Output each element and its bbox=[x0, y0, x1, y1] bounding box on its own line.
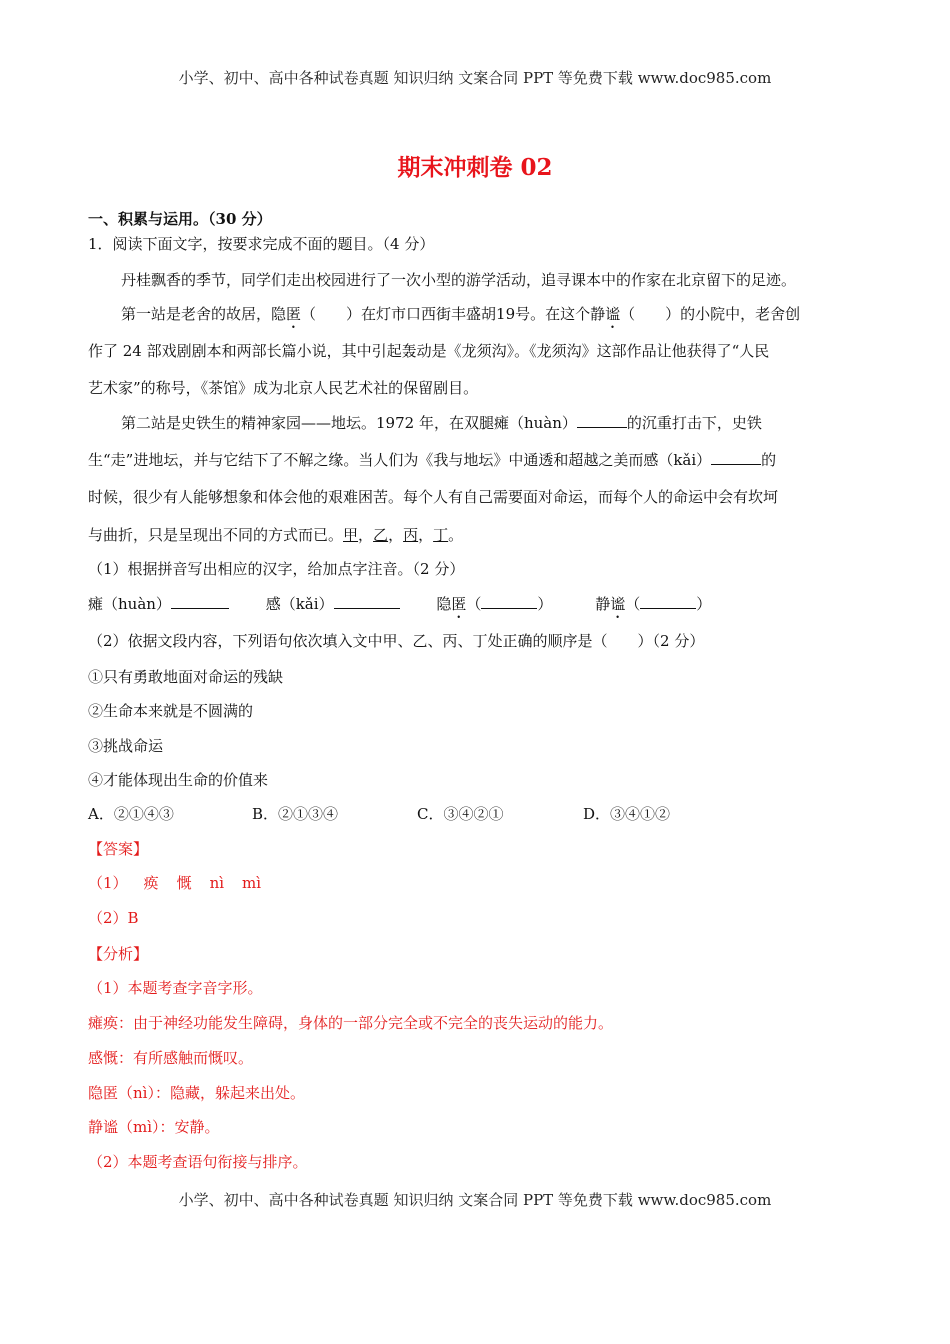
option-2: ②生命本来就是不圆满的 bbox=[88, 702, 254, 720]
sub-question-2: （2）依据文段内容，下列语句依次填入文中甲、乙、丙、丁处正确的顺序是（ ）（2 分） bbox=[88, 632, 705, 650]
analysis-line: 静谧（mì）：安静。 bbox=[88, 1118, 220, 1136]
mark-ding: 丁 bbox=[433, 526, 449, 544]
passage-line bbox=[121, 413, 762, 433]
mark-bing: 丙 bbox=[403, 526, 419, 544]
option-4: ④才能体现出生命的价值来 bbox=[88, 771, 269, 789]
fill-blank[interactable] bbox=[711, 450, 761, 465]
passage-line bbox=[88, 450, 776, 470]
answer-label: 【答案】 bbox=[88, 840, 149, 858]
page-title: 期末冲刺卷 02 bbox=[397, 154, 553, 181]
passage-line: 时候，很少有人能够想象和体会他的艰难困苦。每个人有自己需要面对命运，而每个人的命运中会有坎坷 bbox=[88, 488, 779, 506]
text: （ ）的小院中，老舍创 bbox=[620, 305, 801, 323]
choice-d: D．③④①② bbox=[583, 805, 671, 823]
dotted-char: 匿 bbox=[286, 305, 302, 323]
item: 静 bbox=[595, 595, 611, 613]
text: 慨 bbox=[176, 874, 192, 892]
text: 第一站是老舍的故居，隐 bbox=[121, 305, 287, 323]
text: 的 bbox=[761, 451, 777, 469]
mark-yi: 乙 bbox=[373, 526, 389, 544]
text: nì bbox=[209, 874, 225, 892]
page-footer: 小学、初中、高中各种试卷真题 知识归纳 文案合同 PPT 等免费下载 www.doc985.com bbox=[178, 1191, 772, 1209]
paren: （ bbox=[625, 595, 641, 613]
analysis-line: 瘫痪：由于神经功能发生障碍，身体的一部分完全或不完全的丧失运动的能力。 bbox=[88, 1014, 614, 1032]
text: mì bbox=[242, 874, 262, 892]
sub1-items bbox=[88, 594, 711, 622]
paren: （ bbox=[466, 595, 482, 613]
text: 的沉重打击下，史铁 bbox=[626, 414, 762, 432]
analysis-line: 感慨：有所感触而慨叹。 bbox=[88, 1049, 254, 1067]
choice-c: C．③④②① bbox=[417, 805, 504, 823]
dotted-char: 匿 bbox=[451, 595, 467, 613]
text: 生“走”进地坛，并与它结下了不解之缘。当人们为《我与地坛》中通透和超越之美而感（kǎi） bbox=[88, 451, 712, 469]
answer-2: （2）B bbox=[88, 909, 139, 927]
fill-blank[interactable] bbox=[577, 413, 627, 428]
text: 第二站是史铁生的精神家园——地坛。1972 年，在双腿瘫（huàn） bbox=[121, 414, 577, 432]
passage-line: 作了 24 部戏剧剧本和两部长篇小说，其中引起轰动是《龙须沟》。《龙须沟》这部作品让他获得了“人民 bbox=[88, 342, 770, 360]
text: 痪 bbox=[143, 874, 159, 892]
text: 与曲折，只是呈现出不同的方式而已。 bbox=[88, 526, 344, 544]
text: （ ）在灯市口西街丰盛胡19号。在这个静 bbox=[301, 305, 606, 323]
fill-blank[interactable] bbox=[481, 594, 537, 609]
choice-b: B．②①③④ bbox=[252, 805, 339, 823]
text: （1） bbox=[88, 874, 128, 892]
item: 感（kǎi） bbox=[265, 595, 334, 613]
passage-line: 与曲折，只是呈现出不同的方式而已。甲，乙，丙，丁。 bbox=[88, 526, 464, 544]
fill-blank[interactable] bbox=[640, 594, 696, 609]
dotted-char: 谧 bbox=[610, 595, 626, 613]
paren: ） bbox=[537, 595, 553, 613]
choice-a: A．②①④③ bbox=[88, 805, 174, 823]
analysis-line: （1）本题考查字音字形。 bbox=[88, 979, 263, 997]
mark-jia: 甲 bbox=[343, 526, 359, 544]
sub-question-1: （1）根据拼音写出相应的汉字，给加点字注音。（2 分） bbox=[88, 560, 465, 578]
item: 隐 bbox=[436, 595, 452, 613]
answer-1 bbox=[88, 873, 261, 893]
passage-line: 艺术家”的称号，《茶馆》成为北京人民艺术社的保留剧目。 bbox=[88, 379, 479, 397]
fill-blank[interactable] bbox=[334, 594, 400, 609]
page-header: 小学、初中、高中各种试卷真题 知识归纳 文案合同 PPT 等免费下载 www.doc985.com bbox=[178, 69, 772, 87]
paren: ） bbox=[696, 595, 712, 613]
analysis-line: （2）本题考查语句衔接与排序。 bbox=[88, 1153, 308, 1171]
passage-line: 丹桂飘香的季节，同学们走出校园进行了一次小型的游学活动，追寻课本中的作家在北京留下的足迹。 bbox=[121, 271, 797, 289]
item: 瘫（huàn） bbox=[88, 595, 171, 613]
passage-line bbox=[121, 304, 800, 332]
dotted-char: 谧 bbox=[605, 305, 621, 323]
section-heading: 一、积累与运用。（30 分） bbox=[88, 210, 272, 228]
analysis-line: 隐匿（nì）：隐藏，躲起来出处。 bbox=[88, 1084, 305, 1102]
analysis-label: 【分析】 bbox=[88, 945, 149, 963]
question-1: 1．阅读下面文字，按要求完成不面的题目。（4 分） bbox=[88, 235, 435, 253]
option-1: ①只有勇敢地面对命运的残缺 bbox=[88, 668, 284, 686]
option-3: ③挑战命运 bbox=[88, 737, 164, 755]
fill-blank[interactable] bbox=[171, 594, 229, 609]
